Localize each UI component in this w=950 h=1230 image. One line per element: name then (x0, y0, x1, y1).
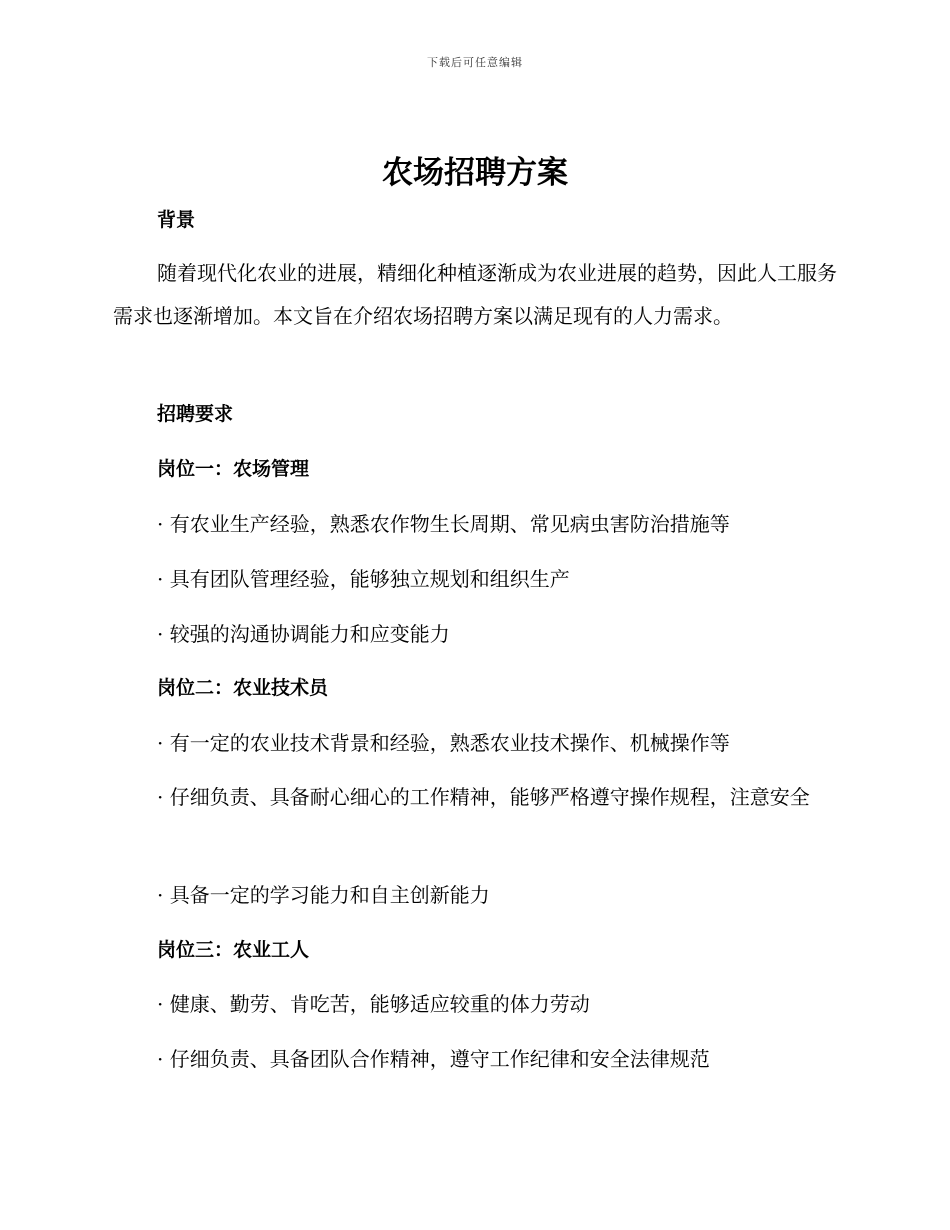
position-1-title: 岗位一：农场管理 (157, 458, 310, 480)
background-heading: 背景 (157, 209, 196, 231)
position-3-title: 岗位三：农业工人 (157, 939, 310, 961)
position-2-item-2: · 仔细负责、具备耐心细心的工作精神，能够严格遵守操作规程，注意安全 (157, 785, 810, 809)
document-title: 农场招聘方案 (382, 155, 568, 191)
position-2-item-1: · 有一定的农业技术背景和经验，熟悉农业技术操作、机械操作等 (157, 731, 730, 755)
position-2-item-3: · 具备一定的学习能力和自主创新能力 (157, 883, 490, 907)
page-header: 下载后可任意编辑 (427, 56, 523, 69)
position-1-item-1: · 有农业生产经验，熟悉农作物生长周期、常见病虫害防治措施等 (157, 512, 730, 536)
position-1-item-3: · 较强的沟通协调能力和应变能力 (157, 622, 450, 646)
position-1-item-2: · 具有团队管理经验，能够独立规划和组织生产 (157, 567, 570, 591)
background-paragraph: 随着现代化农业的进展，精细化种植逐渐成为农业进展的趋势，因此人工服务需求也逐渐增加。本文旨在介绍农场招聘方案以满足现有的人力需求。 (113, 261, 837, 328)
position-3-item-1: · 健康、勤劳、肯吃苦，能够适应较重的体力劳动 (157, 992, 590, 1016)
position-3-item-2: · 仔细负责、具备团队合作精神，遵守工作纪律和安全法律规范 (157, 1047, 710, 1071)
requirements-heading: 招聘要求 (157, 403, 234, 425)
position-2-title: 岗位二：农业技术员 (157, 677, 329, 699)
